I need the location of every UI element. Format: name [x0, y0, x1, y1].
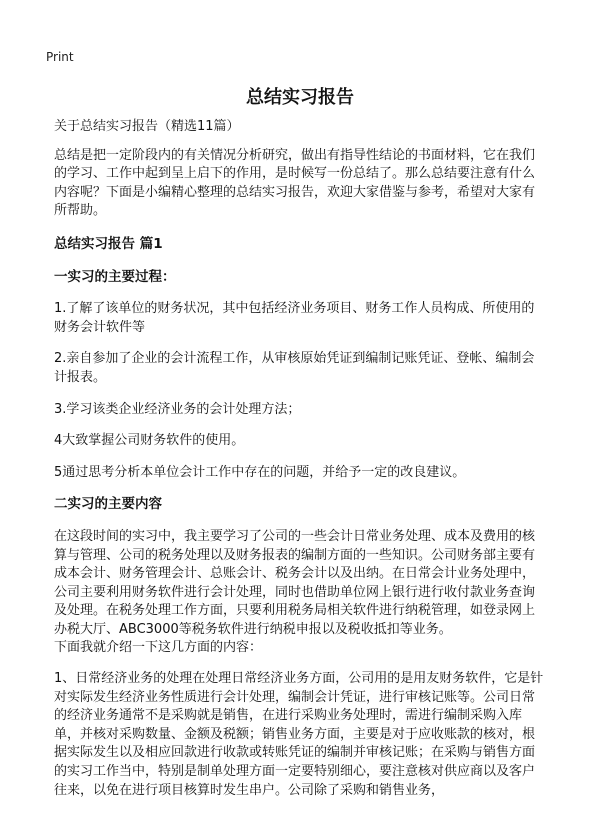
list-item: 3.学习该类企业经济业务的会计处理方法； — [54, 401, 301, 417]
list-item: 1.了解了该单位的财务状况，其中包括经济业务项目、财务工作人员构成、所使用的财务会计软件等 — [54, 301, 535, 335]
content-paragraph: 1、日常经济业务的处理在处理日常经济业务方面，公司用的是用友财务软件，它是针对实际发生经济业务性质进行会计处理，编制会计凭证，进行审核记账等。公司日常的经济业务通常不是采购就是销售，在进行采购业务处理时，需进行编制采购入库单，并核对采购数量、金额及税额；销售业务方面，主要是对于应收账款的核对，根据实际发生以及相应回款进行收款或转账凭证的编制并审核记账；在采购与销售方面的实习工作当中，特别是制单处理方面一定要特别细心，要注意核对供应商以及客户往来，以免在进行项目核算时发生串户。公司除了采购和销售业务， — [54, 671, 544, 798]
article-body — [54, 118, 546, 800]
section-heading: 总结实习报告 篇1 — [54, 235, 163, 252]
intro-paragraph: 总结是把一定阶段内的有关情况分析研究，做出有指导性结论的书面材料，它在我们的学习、工作中起到呈上启下的作用，是时候写一份总结了。那么总结要注意有什么内容呢？下面是小编精心整理的总结实习报告，欢迎大家借鉴与参考，希望对大家有所帮助。 — [54, 147, 536, 219]
print-link[interactable]: Print — [46, 50, 74, 64]
article-subtitle: 关于总结实习报告（精选11篇） — [54, 119, 240, 134]
list-item: 4大致掌握公司财务软件的使用。 — [54, 433, 245, 449]
content-paragraph: 在这段时间的实习中，我主要学习了公司的一些会计日常业务处理、成本及费用的核算与管理、公司的税务处理以及财务报表的编制方面的一些知识。公司财务部主要有成本会计、财务管理会计、总账会计、税务会计以及出纳。在日常会计业务处理中，公司主要利用财务软件进行会计处理，同时也借助单位网上银行进行收付款业务查询及处理。在税务处理工作方面，只要利用税务局相关软件进行纳税管理，如登录网上办税大厅、ABC3000等税务软件进行纳税申报以及税收抵扣等业务。 — [54, 528, 536, 637]
page-title: 总结实习报告 — [246, 87, 354, 108]
subsection-heading-process: 一实习的主要过程： — [54, 268, 176, 285]
list-item: 2.亲自参加了企业的会计流程工作，从审核原始凭证到编制记账凭证、登帐、编制会计报表。 — [54, 351, 535, 385]
list-item: 5通过思考分析本单位会计工作中存在的问题，并给予一定的改良建议。 — [54, 464, 466, 480]
content-lead: 下面我就介绍一下这几方面的内容： — [54, 640, 263, 656]
subsection-heading-content: 二实习的主要内容 — [54, 496, 162, 513]
